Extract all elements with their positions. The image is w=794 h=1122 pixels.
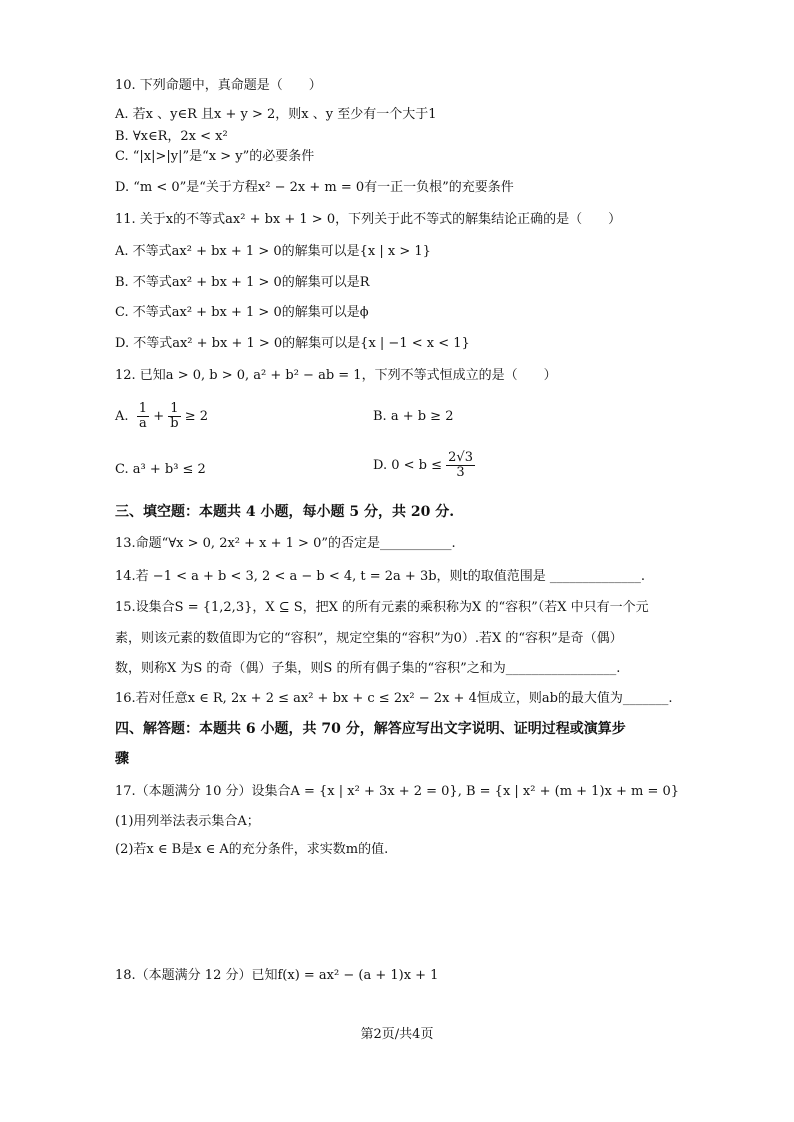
q12-d-fraction bbox=[446, 451, 475, 480]
q12-a-frac1-denominator: a bbox=[139, 416, 147, 431]
q12-d-denominator: 3 bbox=[456, 465, 465, 480]
q12-a-plus: + bbox=[153, 409, 165, 424]
q15-line-3: 数，则称X 为S 的奇（偶）子集，则S 的所有偶子集的“容积”之和为_________________. bbox=[115, 661, 621, 676]
q12-a-frac1-numerator: 1 bbox=[138, 401, 148, 416]
q10-option-d: D. “m < 0”是“关于方程x² − 2x + m = 0有一正一负根”的充要条件 bbox=[115, 180, 514, 195]
q12-stem: 12. 已知a > 0, b > 0, a² + b² − ab = 1，下列不等式恒成立的是（ ） bbox=[115, 368, 557, 383]
q11-option-c: C. 不等式ax² + bx + 1 > 0的解集可以是ϕ bbox=[115, 305, 369, 320]
q12-option-a bbox=[115, 402, 208, 432]
page-footer: 第2页/共4页 bbox=[360, 1027, 434, 1042]
q11-option-a: A. 不等式ax² + bx + 1 > 0的解集可以是{x | x > 1} bbox=[115, 244, 431, 259]
q12-d-numerator: 2√3 bbox=[448, 450, 473, 465]
q12-option-b: B. a + b ≥ 2 bbox=[373, 409, 454, 424]
q16: 16.若对任意x ∈ R, 2x + 2 ≤ ax² + bx + c ≤ 2x² − 2x + 4恒成立，则ab的最大值为_______. bbox=[115, 691, 673, 706]
section-3-heading: 三、填空题：本题共 4 小题，每小题 5 分，共 20 分. bbox=[115, 504, 455, 520]
q17-stem: 17.（本题满分 10 分）设集合A = {x | x² + 3x + 2 = 0}, B = {x | x² + (m + 1)x + m = 0} bbox=[115, 784, 680, 799]
q14: 14.若 −1 < a + b < 3, 2 < a − b < 4, t = 2a + 3b，则t的取值范围是 ______________. bbox=[115, 569, 646, 584]
q12-a-relation: ≥ 2 bbox=[184, 409, 208, 424]
section-4-heading-cont: 骤 bbox=[115, 751, 129, 767]
q15-line-2: 素，则该元素的数值即为它的“容积”，规定空集的“容积”为0）.若X 的“容积”是奇（偶） bbox=[115, 631, 623, 646]
q17-part-2: (2)若x ∈ B是x ∈ A的充分条件，求实数m的值. bbox=[115, 842, 389, 857]
q18-stem: 18.（本题满分 12 分）已知f(x) = ax² − (a + 1)x + 1 bbox=[115, 968, 439, 983]
q12-option-a-label: A. bbox=[115, 409, 129, 424]
q12-a-frac2-denominator: b bbox=[170, 416, 179, 431]
q17-part-1: (1)用列举法表示集合A； bbox=[115, 814, 260, 829]
q12-a-fraction-2 bbox=[168, 402, 180, 431]
q12-option-c: C. a³ + b³ ≤ 2 bbox=[115, 462, 206, 477]
q15-line-1: 15.设集合S = {1,2,3}，X ⊆ S，把X 的所有元素的乘积称为X 的“容积”（若X 中只有一个元 bbox=[115, 600, 649, 615]
q12-a-fraction-1 bbox=[137, 402, 149, 431]
q12-option-d-label: D. 0 < b ≤ bbox=[373, 458, 442, 473]
section-4-heading: 四、解答题：本题共 6 小题，共 70 分，解答应写出文字说明、证明过程或演算步 bbox=[115, 721, 626, 737]
q11-option-d: D. 不等式ax² + bx + 1 > 0的解集可以是{x | −1 < x < 1} bbox=[115, 336, 470, 351]
q10-option-c: C. “|x|>|y|”是“x > y”的必要条件 bbox=[115, 149, 315, 164]
q11-stem: 11. 关于x的不等式ax² + bx + 1 > 0，下列关于此不等式的解集结论正确的是（ ） bbox=[115, 212, 622, 227]
q12-option-d bbox=[373, 451, 475, 481]
q10-option-a: A. 若x 、y∈R 且x + y > 2，则x 、y 至少有一个大于1 bbox=[115, 107, 437, 122]
q10-option-b: B. ∀x∈R，2x < x² bbox=[115, 129, 228, 144]
q10-stem: 10. 下列命题中，真命题是（ ） bbox=[115, 78, 322, 93]
q13: 13.命题“∀x > 0, 2x² + x + 1 > 0”的否定是___________. bbox=[115, 536, 456, 551]
q12-a-frac2-numerator: 1 bbox=[170, 401, 179, 416]
q11-option-b: B. 不等式ax² + bx + 1 > 0的解集可以是R bbox=[115, 275, 370, 290]
